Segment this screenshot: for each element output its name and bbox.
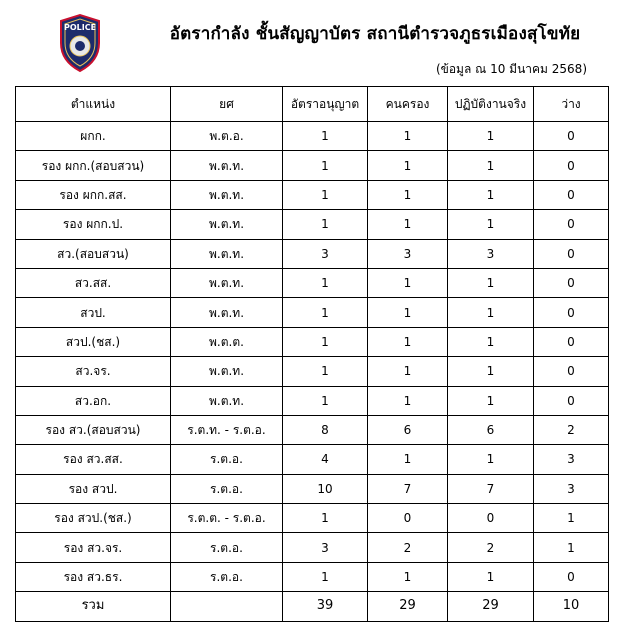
table-row: [16, 239, 609, 268]
position-cell: สว.จร.: [16, 357, 171, 386]
count-cell: 1: [448, 562, 534, 591]
count-cell: 1: [283, 122, 368, 151]
total-cell: 10: [534, 592, 609, 621]
count-cell: 1: [368, 151, 448, 180]
count-cell: 3: [283, 533, 368, 562]
count-cell: 1: [368, 327, 448, 356]
table-row: [16, 122, 609, 151]
rank-cell: พ.ต.ท.: [171, 386, 283, 415]
count-cell: 0: [534, 327, 609, 356]
total-label: รวม: [16, 592, 171, 621]
position-cell: สว.อก.: [16, 386, 171, 415]
count-cell: 6: [448, 415, 534, 444]
count-cell: 1: [283, 180, 368, 209]
count-cell: 1: [368, 122, 448, 151]
rank-cell: ร.ต.ต. - ร.ต.อ.: [171, 504, 283, 533]
rank-cell: พ.ต.ท.: [171, 298, 283, 327]
rank-cell: ร.ต.อ.: [171, 533, 283, 562]
count-cell: 7: [448, 474, 534, 503]
column-header: อัตราอนุญาต: [283, 87, 368, 122]
total-cell: 29: [368, 592, 448, 621]
position-cell: รอง สว.สส.: [16, 445, 171, 474]
column-header: คนครอง: [368, 87, 448, 122]
count-cell: 2: [534, 415, 609, 444]
table-row: [16, 445, 609, 474]
count-cell: 1: [283, 562, 368, 591]
count-cell: 1: [283, 210, 368, 239]
position-cell: สว.(สอบสวน): [16, 239, 171, 268]
rank-cell: ร.ต.อ.: [171, 562, 283, 591]
position-cell: รอง ผกก.ป.: [16, 210, 171, 239]
logo-text: POLICE: [63, 23, 97, 32]
table-header-row: [16, 87, 609, 122]
count-cell: 1: [368, 210, 448, 239]
count-cell: 1: [448, 386, 534, 415]
total-row: [16, 592, 609, 621]
count-cell: 1: [283, 298, 368, 327]
count-cell: 6: [368, 415, 448, 444]
count-cell: 0: [534, 357, 609, 386]
count-cell: 2: [368, 533, 448, 562]
table-row: [16, 533, 609, 562]
table-row: [16, 327, 609, 356]
count-cell: 1: [283, 151, 368, 180]
position-cell: รอง สว.(สอบสวน): [16, 415, 171, 444]
count-cell: 8: [283, 415, 368, 444]
count-cell: 0: [534, 386, 609, 415]
table-row: [16, 415, 609, 444]
count-cell: 1: [283, 327, 368, 356]
count-cell: 1: [448, 298, 534, 327]
total-cell: 29: [448, 592, 534, 621]
manpower-table: [15, 86, 609, 622]
table-row: [16, 562, 609, 591]
table-row: [16, 386, 609, 415]
count-cell: 1: [368, 386, 448, 415]
count-cell: 1: [448, 268, 534, 297]
rank-cell: พ.ต.ท.: [171, 210, 283, 239]
count-cell: 0: [534, 151, 609, 180]
rank-cell: พ.ต.ท.: [171, 268, 283, 297]
position-cell: รอง สว.จร.: [16, 533, 171, 562]
column-header: ยศ: [171, 87, 283, 122]
count-cell: 1: [448, 122, 534, 151]
position-cell: สวป.: [16, 298, 171, 327]
count-cell: 3: [368, 239, 448, 268]
rank-cell: พ.ต.ท.: [171, 357, 283, 386]
data-date: (ข้อมูล ณ 10 มีนาคม 2568): [435, 62, 587, 76]
count-cell: 3: [448, 239, 534, 268]
count-cell: 1: [448, 445, 534, 474]
count-cell: 0: [534, 210, 609, 239]
count-cell: 1: [368, 357, 448, 386]
count-cell: 0: [534, 298, 609, 327]
count-cell: 1: [283, 357, 368, 386]
count-cell: 1: [368, 445, 448, 474]
count-cell: 1: [534, 504, 609, 533]
count-cell: 1: [448, 151, 534, 180]
position-cell: รอง ผกก.สส.: [16, 180, 171, 209]
count-cell: 2: [448, 533, 534, 562]
count-cell: 7: [368, 474, 448, 503]
count-cell: 0: [368, 504, 448, 533]
column-header: ปฏิบัติงานจริง: [448, 87, 534, 122]
table-row: [16, 210, 609, 239]
table-row: [16, 268, 609, 297]
count-cell: 0: [534, 180, 609, 209]
table-row: [16, 151, 609, 180]
total-cell: 39: [283, 592, 368, 621]
table-row: [16, 504, 609, 533]
count-cell: 3: [534, 445, 609, 474]
rank-cell: พ.ต.อ.: [171, 122, 283, 151]
table-row: [16, 298, 609, 327]
rank-cell: ร.ต.อ.: [171, 445, 283, 474]
table-row: [16, 357, 609, 386]
column-header: ตำแหน่ง: [16, 87, 171, 122]
count-cell: 0: [534, 268, 609, 297]
count-cell: 0: [448, 504, 534, 533]
column-header: ว่าง: [534, 87, 609, 122]
rank-cell: พ.ต.ท.: [171, 151, 283, 180]
count-cell: 3: [534, 474, 609, 503]
police-badge-icon: [55, 13, 105, 73]
count-cell: 0: [534, 122, 609, 151]
count-cell: 1: [283, 504, 368, 533]
rank-cell: พ.ต.ท.: [171, 180, 283, 209]
position-cell: สวป.(ชส.): [16, 327, 171, 356]
count-cell: 3: [283, 239, 368, 268]
position-cell: ผกก.: [16, 122, 171, 151]
count-cell: 1: [448, 327, 534, 356]
count-cell: 1: [448, 357, 534, 386]
count-cell: 1: [448, 180, 534, 209]
count-cell: 1: [368, 562, 448, 591]
count-cell: 1: [283, 386, 368, 415]
count-cell: 1: [368, 298, 448, 327]
rank-cell: ร.ต.ท. - ร.ต.อ.: [171, 415, 283, 444]
count-cell: 0: [534, 562, 609, 591]
position-cell: รอง สวป.: [16, 474, 171, 503]
rank-cell: พ.ต.ท.: [171, 239, 283, 268]
count-cell: 10: [283, 474, 368, 503]
rank-cell: ร.ต.อ.: [171, 474, 283, 503]
position-cell: สว.สส.: [16, 268, 171, 297]
table-row: [16, 474, 609, 503]
position-cell: รอง ผกก.(สอบสวน): [16, 151, 171, 180]
count-cell: 1: [534, 533, 609, 562]
count-cell: 0: [534, 239, 609, 268]
count-cell: 1: [368, 268, 448, 297]
count-cell: 4: [283, 445, 368, 474]
table-row: [16, 180, 609, 209]
total-cell: [171, 592, 283, 621]
page-title: อัตรากำลัง ชั้นสัญญาบัตร สถานีตำรวจภูธรเมืองสุโขทัย: [169, 24, 581, 44]
count-cell: 1: [448, 210, 534, 239]
count-cell: 1: [368, 180, 448, 209]
rank-cell: พ.ต.ต.: [171, 327, 283, 356]
position-cell: รอง สวป.(ชส.): [16, 504, 171, 533]
count-cell: 1: [283, 268, 368, 297]
position-cell: รอง สว.ธร.: [16, 562, 171, 591]
